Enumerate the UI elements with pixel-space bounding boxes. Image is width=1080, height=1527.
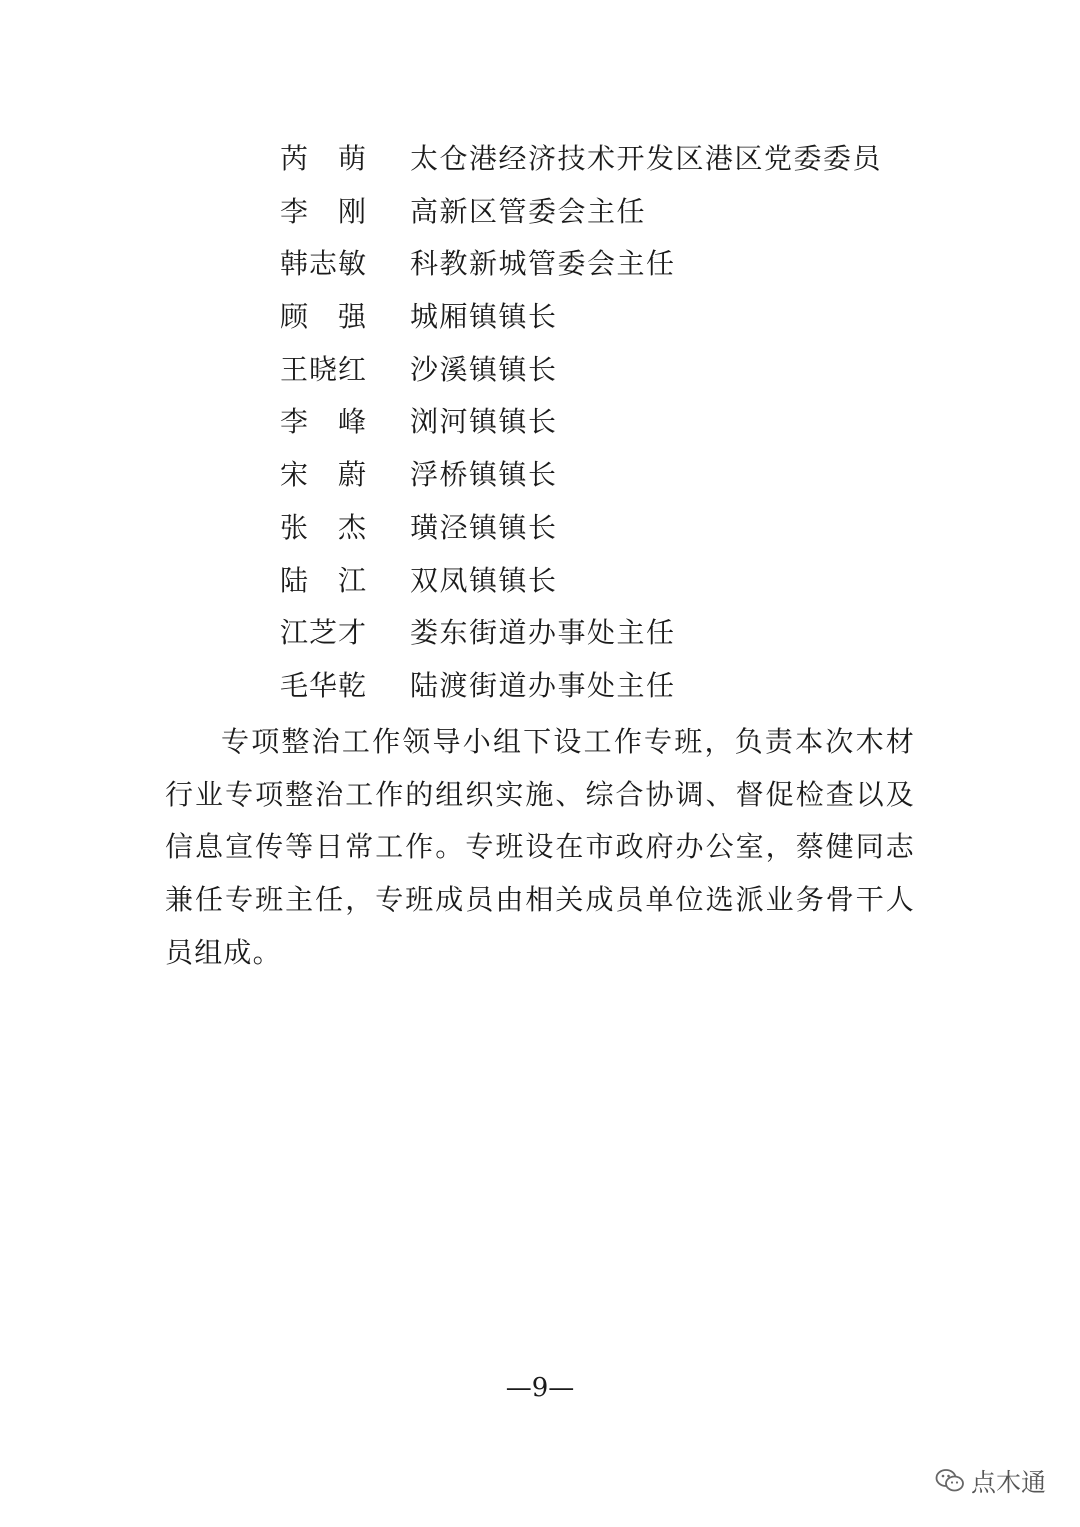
member-title: 科教新城管委会主任 [410,247,676,281]
member-name: 芮萌 [280,142,366,175]
member-title: 城厢镇镇长 [410,300,558,334]
member-title: 璜泾镇镇长 [410,510,558,544]
member-title: 沙溪镇镇长 [410,352,558,386]
member-title: 高新区管委会主任 [410,194,647,228]
member-title: 浏河镇镇长 [410,405,558,439]
member-row [0,133,1080,186]
member-list [0,133,1080,713]
member-row [0,555,1080,608]
member-row [0,291,1080,344]
member-title: 陆渡街道办事处主任 [410,668,676,702]
member-name: 宋蔚 [280,458,366,492]
member-name: 王晓红 [280,352,366,386]
member-row [0,607,1080,660]
member-name: 顾强 [280,300,366,334]
member-name: 李峰 [280,405,366,439]
member-name: 毛华乾 [280,668,366,702]
member-row [0,449,1080,502]
member-row [0,660,1080,713]
member-row [0,238,1080,291]
work-team-paragraph: 专项整治工作领导小组下设工作专班，负责本次木材行业专项整治工作的组织实施、综合协调、督促检查以及信息宣传等日常工作。专班设在市政府办公室，蔡健同志兼任专班主任，专班成员由相关成员单位选派业务骨干人员组成。 [165,725,915,969]
member-row [0,396,1080,449]
member-row [0,344,1080,397]
member-name: 江芝才 [280,616,366,650]
member-title: 浮桥镇镇长 [410,458,558,492]
watermark-text: 点木通 [970,1468,1046,1497]
page-number: —9— [505,1373,575,1403]
member-row [0,502,1080,555]
watermark [935,1463,1046,1499]
member-row [0,186,1080,239]
member-title: 娄东街道办事处主任 [410,616,676,650]
member-title: 双凤镇镇长 [410,563,558,597]
member-title: 太仓港经济技术开发区港区党委委员 [410,142,883,175]
member-name: 韩志敏 [280,247,366,281]
member-name: 李刚 [280,194,366,228]
wechat-icon [935,1468,965,1494]
member-name: 张杰 [280,510,366,544]
member-name: 陆江 [280,563,366,597]
